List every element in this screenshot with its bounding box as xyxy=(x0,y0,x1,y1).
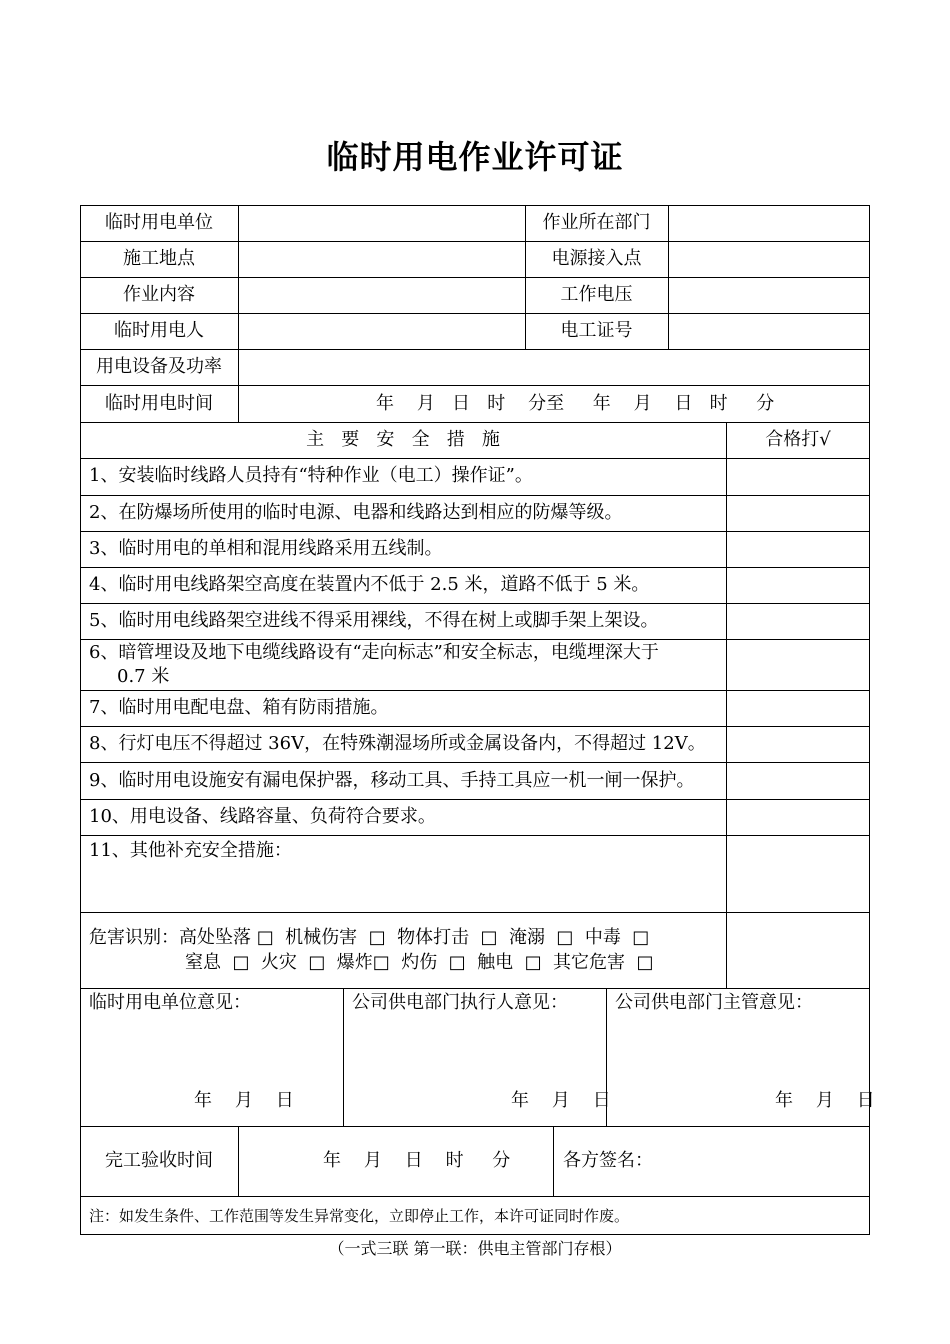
measure-item: 8、行灯电压不得超过 36V，在特殊潮湿场所或金属设备内，不得超过 12V。 xyxy=(89,733,706,754)
page-title: 临时用电作业许可证 xyxy=(326,138,624,176)
time-value: 年 月 日 时 分至 年 月 日 时 分 xyxy=(376,393,775,414)
row-line xyxy=(80,690,870,691)
signatures-label: 各方签名： xyxy=(563,1150,653,1171)
measure-item: 9、临时用电设施安有漏电保护器，移动工具、手持工具应一机一闸一保护。 xyxy=(89,770,695,791)
person-label: 临时用电人 xyxy=(114,320,204,341)
row-line xyxy=(80,1196,870,1197)
note: 注：如发生条件、工作范围等发生异常变化，立即停止工作，本许可证同时作废。 xyxy=(89,1207,630,1225)
check-header: 合格打√ xyxy=(765,429,831,450)
row-line xyxy=(80,458,870,459)
completion-label: 完工验收时间 xyxy=(105,1150,213,1171)
unit-opinion-date: 年 月 日 xyxy=(194,1090,294,1111)
measure-item: 10、用电设备、线路容量、负荷符合要求。 xyxy=(89,806,436,827)
hazard-line-1: 危害识别：高处坠落 □ 机械伤害 □ 物体打击 □ 淹溺 □ 中毒 □ xyxy=(89,927,650,948)
measure-item: 11、其他补充安全措施： xyxy=(89,840,292,861)
row-line xyxy=(80,313,870,314)
dept-label: 作业所在部门 xyxy=(542,212,651,233)
measure-item: 7、临时用电配电盘、箱有防雨措施。 xyxy=(89,697,389,718)
row-line xyxy=(80,835,870,836)
manager-opinion-date: 年 月 日 xyxy=(775,1090,875,1111)
executor-opinion-label: 公司供电部门执行人意见： xyxy=(352,992,568,1013)
site-label: 施工地点 xyxy=(123,248,195,269)
measure-item: 4、临时用电线路架空高度在装置内不低于 2.5 米，道路不低于 5 米。 xyxy=(89,574,650,595)
power-point-label: 电源接入点 xyxy=(551,248,642,269)
border-right xyxy=(869,205,870,1235)
row-line xyxy=(80,639,870,640)
row-line xyxy=(80,422,870,423)
col-line xyxy=(726,422,727,988)
border-top xyxy=(80,205,870,206)
col-line xyxy=(343,988,344,1126)
executor-opinion-date: 年 月 日 xyxy=(511,1090,611,1111)
measure-item-continued: 0.7 米 xyxy=(117,666,170,687)
col-line xyxy=(668,205,669,349)
manager-opinion-label: 公司供电部门主管意见： xyxy=(615,992,813,1013)
row-line xyxy=(80,495,870,496)
content-label: 作业内容 xyxy=(123,284,195,305)
col-line xyxy=(553,1126,554,1196)
measure-item: 3、临时用电的单相和混用线路采用五线制。 xyxy=(89,538,443,559)
row-line xyxy=(80,277,870,278)
time-label: 临时用电时间 xyxy=(105,393,213,414)
row-line xyxy=(80,567,870,568)
row-line xyxy=(80,349,870,350)
row-line xyxy=(80,988,870,989)
unit-label: 临时用电单位 xyxy=(105,212,213,233)
voltage-label: 工作电压 xyxy=(560,284,633,305)
cert-label: 电工证号 xyxy=(560,320,633,341)
row-line xyxy=(80,531,870,532)
permit-table xyxy=(80,205,875,1235)
row-line xyxy=(80,241,870,242)
row-line xyxy=(80,385,870,386)
border-bottom xyxy=(80,1234,870,1235)
completion-time: 年 月 日 时 分 xyxy=(323,1150,511,1171)
measure-item: 2、在防爆场所使用的临时电源、电器和线路达到相应的防爆等级。 xyxy=(89,502,623,523)
row-line xyxy=(80,762,870,763)
measure-item: 5、临时用电线路架空进线不得采用裸线，不得在树上或脚手架上架设。 xyxy=(89,610,659,631)
measure-item: 6、暗管埋设及地下电缆线路设有“走向标志”和安全标志，电缆埋深大于 xyxy=(89,642,659,663)
footer-caption: （一式三联 第一联：供电主管部门存根） xyxy=(328,1239,622,1258)
row-line xyxy=(80,726,870,727)
row-line xyxy=(80,799,870,800)
col-line xyxy=(238,1126,239,1196)
row-line xyxy=(80,1126,870,1127)
hazard-line-2: 窒息 □ 火灾 □ 爆炸□ 灼伤 □ 触电 □ 其它危害 □ xyxy=(185,952,654,973)
row-line xyxy=(80,912,870,913)
measures-header: 主 要 安 全 措 施 xyxy=(306,429,500,450)
row-line xyxy=(80,603,870,604)
unit-opinion-label: 临时用电单位意见： xyxy=(89,992,251,1013)
col-line xyxy=(238,205,239,422)
equipment-label: 用电设备及功率 xyxy=(96,356,222,377)
measure-item: 1、安装临时线路人员持有“特种作业（电工）操作证”。 xyxy=(89,465,533,486)
